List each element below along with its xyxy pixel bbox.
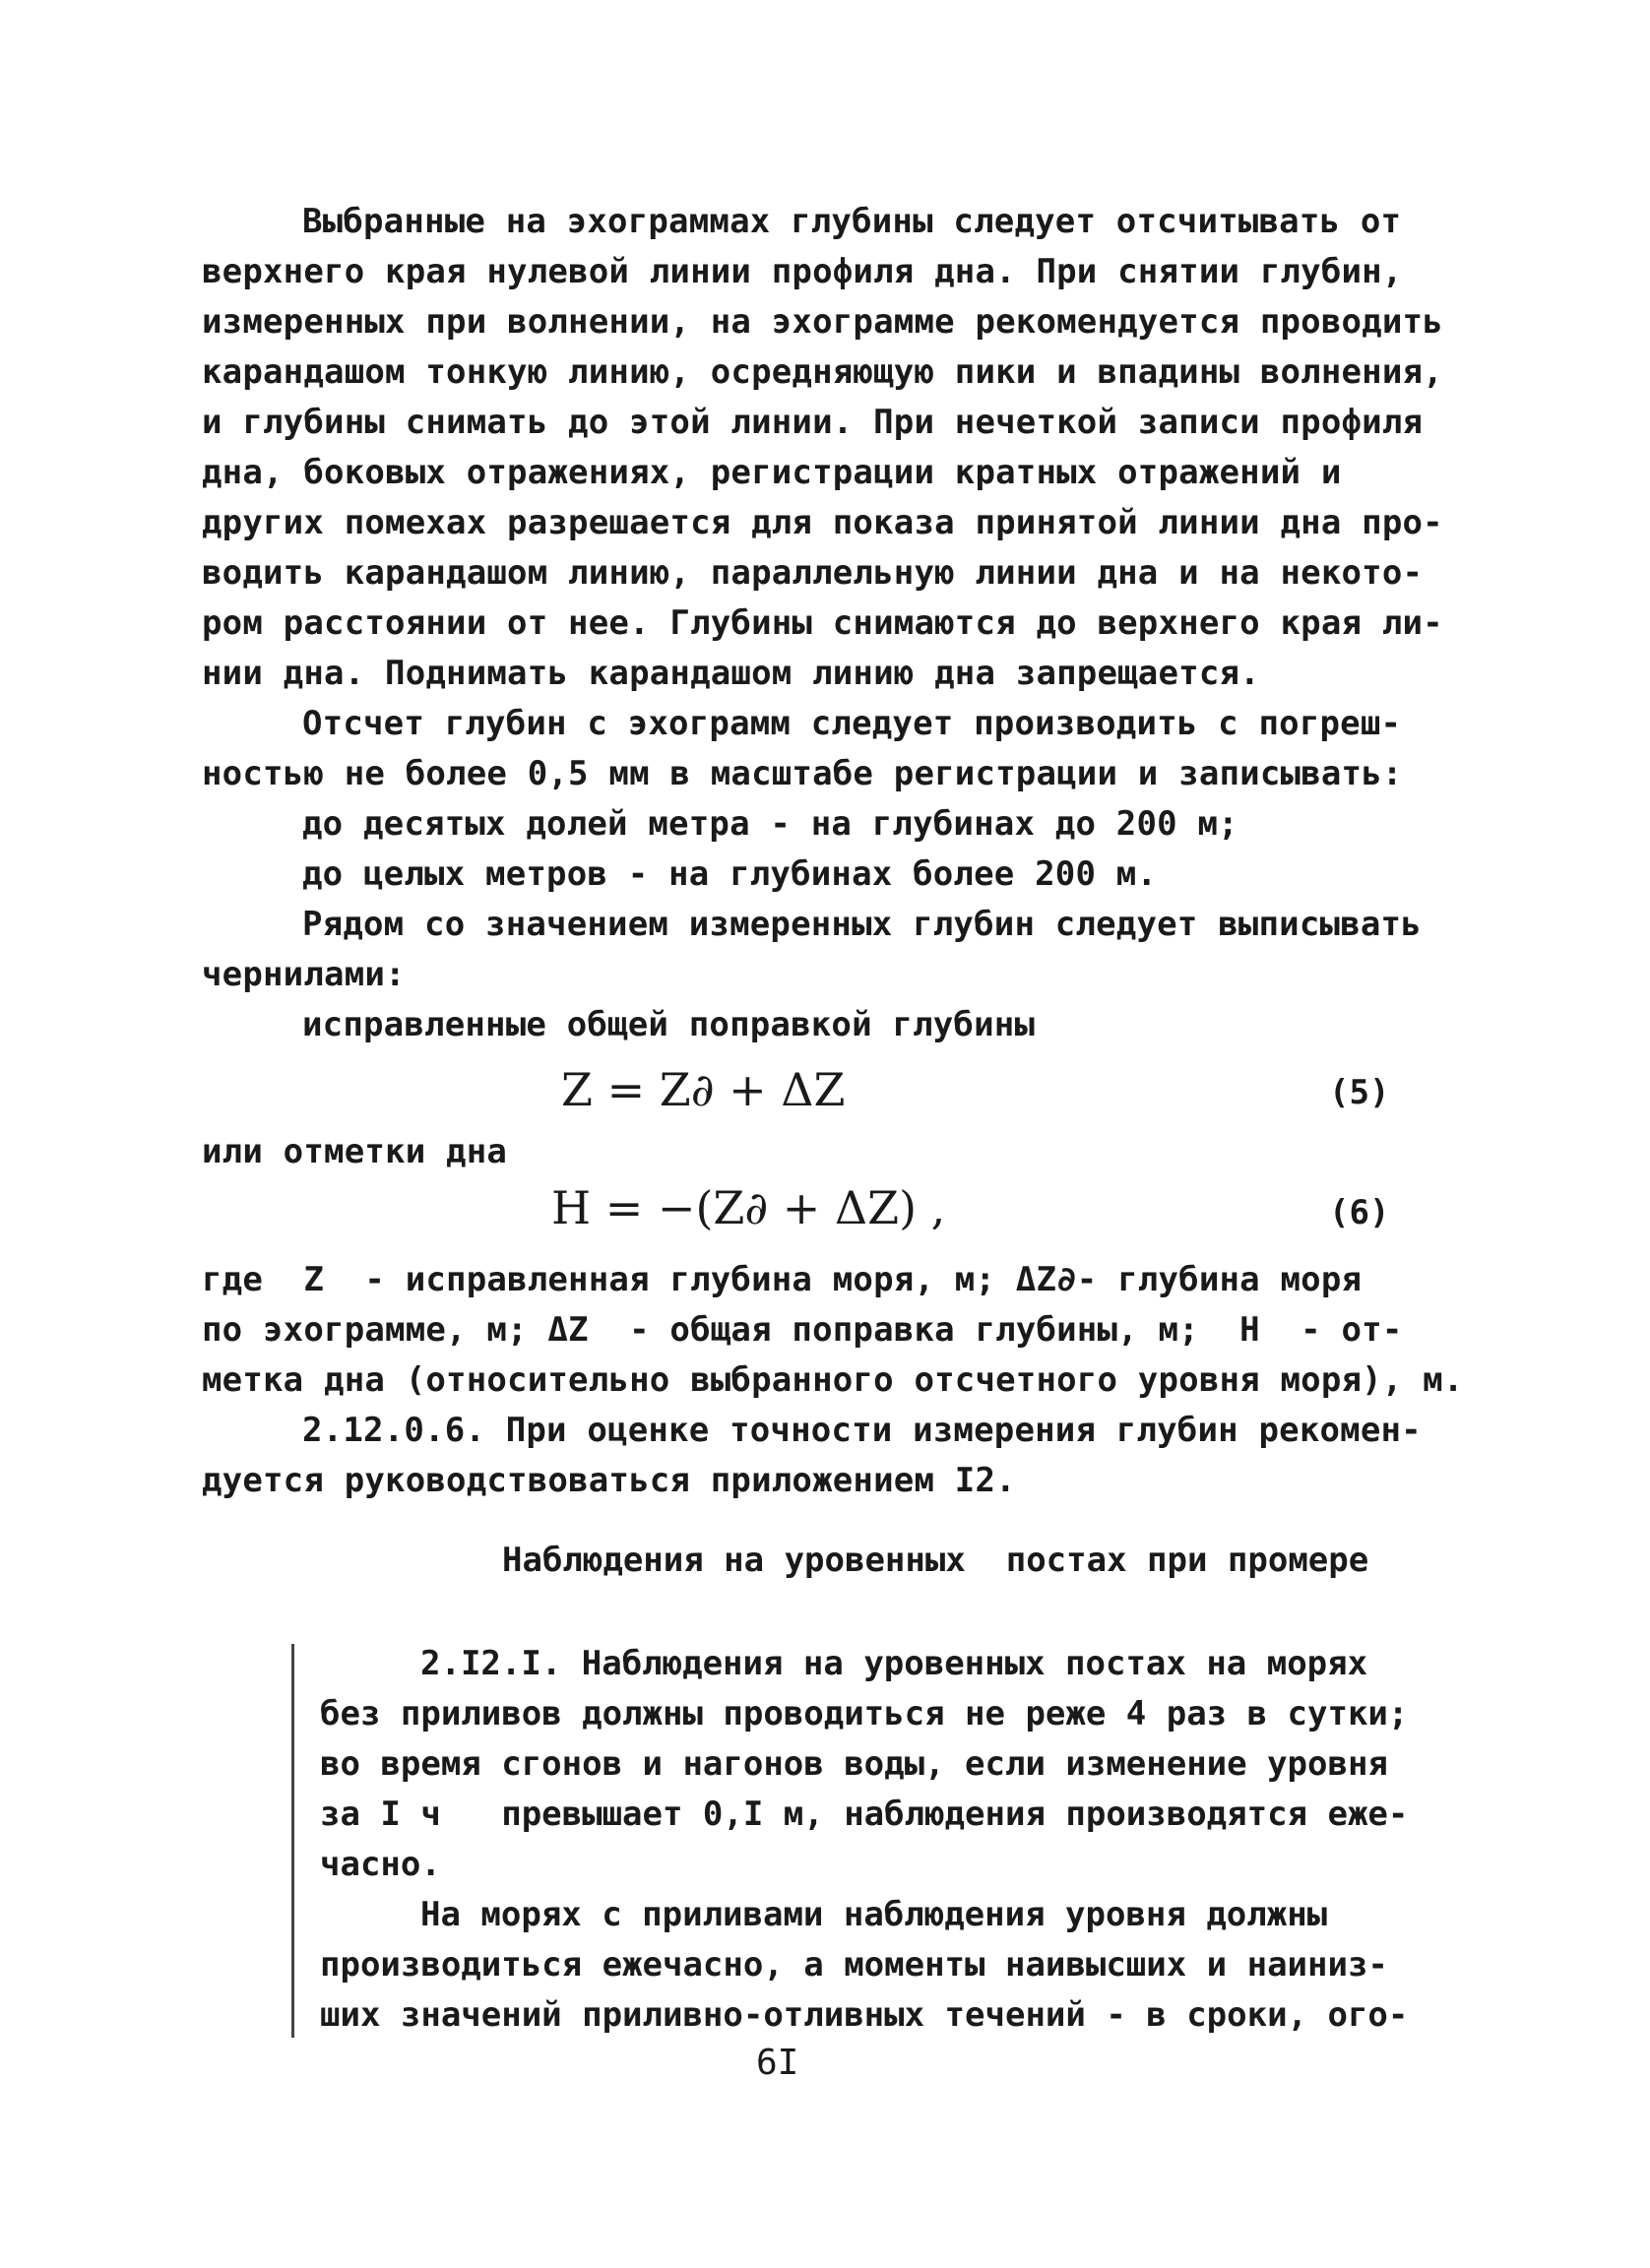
paragraph-line: без приливов должны проводиться не реже 4 раз в сутки; <box>320 1694 1409 1733</box>
paragraph-line: нии дна. Поднимать карандашом линию дна запрещается. <box>202 654 1260 693</box>
paragraph-line: часно. <box>320 1845 441 1884</box>
paragraph-line: 2.12.0.6. При оценке точности измерения глубин рекомен- <box>302 1411 1422 1450</box>
paragraph-line: верхнего края нулевой линии профиля дна. При снятии глубин, <box>202 252 1403 291</box>
legend-line: по эхограмме, м; ΔZ - общая поправка глубины, м; H - от- <box>202 1310 1403 1350</box>
section-text <box>320 1639 1462 2041</box>
formula-5: Z = Z∂ + ΔZ <box>561 1063 846 1116</box>
paragraph-line: производиться ежечасно, а моменты наивысших и наиниз- <box>320 1945 1388 1984</box>
list-item: до десятых долей метра - на глубинах до 200 м; <box>302 804 1238 844</box>
formula-6: H = −(Z∂ + ΔZ) , <box>551 1181 946 1234</box>
legend-line: метка дна (относительно выбранного отсчетного уровня моря), м. <box>202 1360 1464 1400</box>
paragraph-line: за I ч превышает 0,I м, наблюдения производятся еже- <box>320 1795 1409 1834</box>
paragraph-line: дуется руководствоваться приложением I2. <box>202 1461 1016 1500</box>
paragraph-line: Отсчет глубин с эхограмм следует производить с погреш- <box>302 704 1402 743</box>
page-number: 6I <box>756 2043 799 2083</box>
paragraph-line: Рядом со значением измеренных глубин следует выписывать <box>302 905 1422 944</box>
formula-intro: исправленные общей поправкой глубины <box>302 1005 1036 1044</box>
paragraph-line: дна, боковых отражениях, регистрации кратных отражений и <box>202 453 1342 492</box>
paragraph-line: Выбранные на эхограммах глубины следует отсчитывать от <box>302 202 1402 241</box>
formula-5-number: (5) <box>1329 1073 1390 1112</box>
paragraph-line: других помехах разрешается для показа принятой линии дна про- <box>202 503 1443 542</box>
paragraph-line: ром расстоянии от нее. Глубины снимаются до верхнего края ли- <box>202 603 1443 643</box>
legend-line: где Z - исправленная глубина моря, м; ΔZ∂- глубина моря <box>202 1260 1363 1299</box>
paragraph-line: ностью не более 0,5 мм в масштабе регистрации и записывать: <box>202 754 1403 793</box>
list-item: до целых метров - на глубинах более 200 м. <box>302 854 1158 894</box>
paragraph-line: На морях с приливами наблюдения уровня должны <box>420 1895 1328 1934</box>
formula-6-number: (6) <box>1329 1193 1390 1232</box>
paragraph-line: 2.I2.I. Наблюдения на уровенных постах на морях <box>420 1644 1368 1683</box>
paragraph-line: измеренных при волнении, на эхограмме рекомендуется проводить <box>202 302 1443 342</box>
main-text <box>202 197 1444 1050</box>
paragraph-line: чернилами: <box>202 955 406 994</box>
paragraph-line: карандашом тонкую линию, осредняющую пики и впадины волнения, <box>202 352 1443 392</box>
formula-or-text <box>202 1127 1444 1177</box>
paragraph-line: водить карандашом линию, параллельную линии дна и на некото- <box>202 553 1424 593</box>
paragraph-line: или отметки дна <box>202 1132 508 1171</box>
paragraph-line: и глубины снимать до этой линии. При нечеткой записи профиля <box>202 403 1424 442</box>
section-heading: Наблюдения на уровенных постах при промере <box>502 1541 1369 1580</box>
margin-change-bar <box>291 1644 294 2038</box>
legend-block <box>202 1255 1464 1506</box>
paragraph-line: во время сгонов и нагонов воды, если изменение уровня <box>320 1744 1388 1784</box>
paragraph-line: ших значений приливно-отливных течений - в сроки, ого- <box>320 1995 1409 2035</box>
